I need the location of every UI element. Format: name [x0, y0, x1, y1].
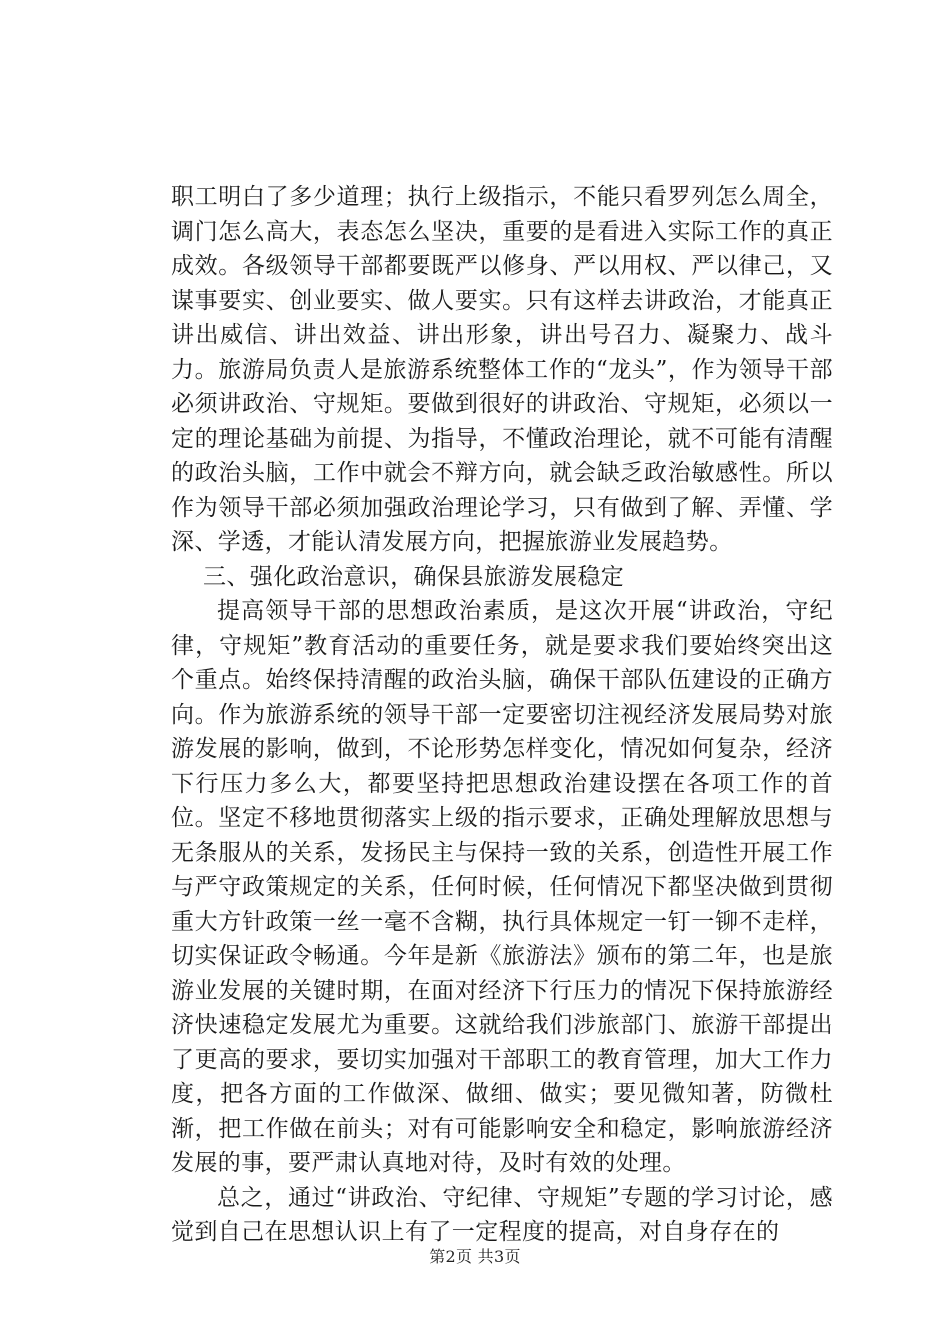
- page-footer: 第2页 共3页: [429, 1247, 521, 1266]
- document-body: [171, 180, 833, 1250]
- section-heading: 三、强化政治意识，确保县旅游发展稳定: [203, 563, 625, 590]
- paragraph-continuation: 职工明白了多少道理；执行上级指示，不能只看罗列怎么周全，调门怎么高大，表态怎么坚决，重要的是看进入实际工作的真正成效。各级领导干部都要既严以修身、严以用权、严以律己，又谋事要实、创业要实、做人要实。只有这样去讲政治，才能真正讲出威信、讲出效益、讲出形象，讲出号召力、凝聚力、战斗力。旅游局负责人是旅游系统整体工作的“龙头”，作为领导干部必须讲政治、守规矩。要做到很好的讲政治、守规矩，必须以一定的理论基础为前提、为指导，不懂政治理论，就不可能有清醒的政治头脑，工作中就会不辩方向，就会缺乏政治敏感性。所以作为领导干部必须加强政治理论学习，只有做到了解、弄懂、学深、学透，才能认清发展方向，把握旅游业发展趋势。: [171, 184, 833, 555]
- paragraph-section-three: 提高领导干部的思想政治素质，是这次开展“讲政治，守纪律，守规矩”教育活动的重要任务，就是要求我们要始终突出这个重点。始终保持清醒的政治头脑，确保干部队伍建设的正确方向。作为旅游系统的领导干部一定要密切注视经济发展局势对旅游发展的影响，做到，不论形势怎样变化，情况如何复杂，经济下行压力多么大，都要坚持把思想政治建设摆在各项工作的首位。坚定不移地贯彻落实上级的指示要求，正确处理解放思想与无条服从的关系，发扬民主与保持一致的关系，创造性开展工作与严守政策规定的关系，任何时候，任何情况下都坚决做到贯彻重大方针政策一丝一毫不含糊，执行具体规定一钉一铆不走样，切实保证政令畅通。今年是新《旅游法》颁布的第二年，也是旅游业发展的关键时期，在面对经济下行压力的情况下保持旅游经济快速稳定发展尤为重要。这就给我们涉旅部门、旅游干部提出了更高的要求，要切实加强对干部职工的教育管理，加大工作力度，把各方面的工作做深、做细、做实；要见微知著，防微杜渐，把工作做在前头；对有可能影响安全和稳定，影响旅游经济发展的事，要严肃认真地对待，及时有效的处理。: [171, 598, 833, 1176]
- paragraph-conclusion: 总之，通过“讲政治、守纪律、守规矩”专题的学习讨论，感觉到自己在思想认识上有了一定程度的提高，对自身存在的: [171, 1184, 833, 1245]
